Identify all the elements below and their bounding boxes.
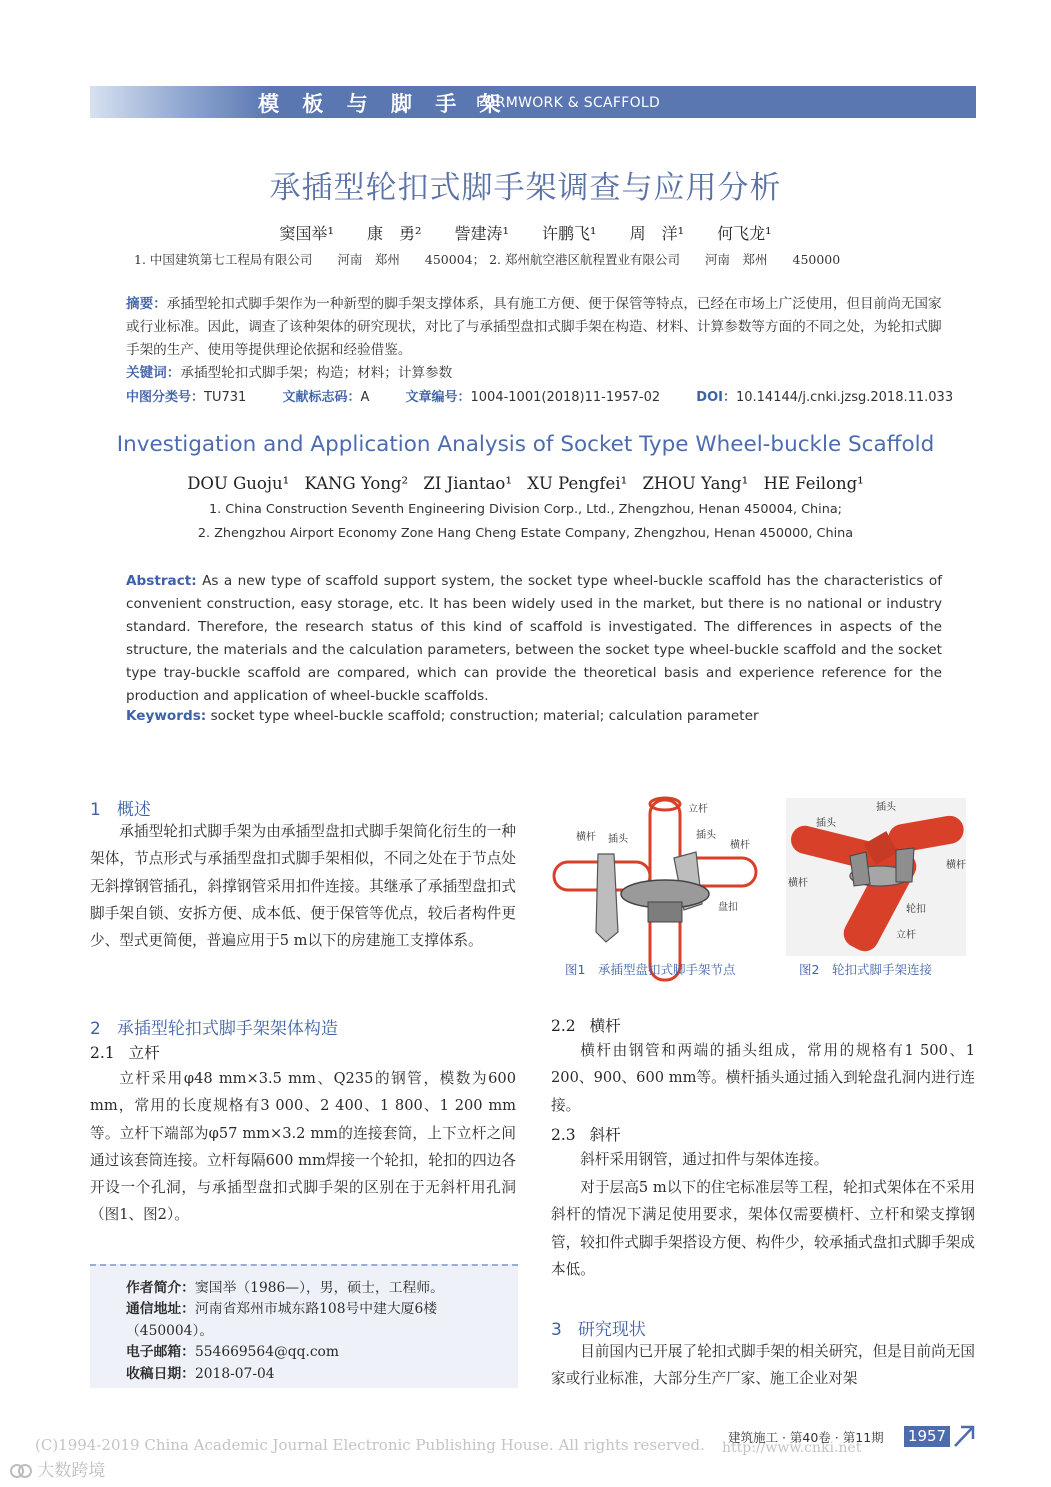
keywords-en-label: Keywords: [126, 708, 207, 724]
address-label: 通信地址： [126, 1301, 195, 1318]
fig1-label-plug2: 插头 [696, 830, 716, 841]
section-2-3-body-1: 斜杆采用钢管，通过扣件与架体连接。 [580, 1151, 829, 1168]
section-2-1-heading [90, 1041, 160, 1063]
abstract-cn-label: 摘要： [126, 296, 167, 312]
section-number: 3 [551, 1320, 562, 1340]
section-number: 2 [90, 1019, 101, 1039]
section-2-3-body-2: 对于层高5 m以下的住宅标准层等工程，轮扣式架体在不采用斜杆的情况下满足使用要求，架体仅需要横杆、立杆和梁支撑钢管，较扣件式脚手架搭设方便、构件少，较承插式盘扣式脚手架成本低。 [551, 1179, 975, 1278]
keywords-cn-label: 关键词： [126, 365, 181, 381]
fig2-drawing [786, 798, 966, 956]
author-en: KANG Yong² [304, 474, 409, 493]
author-cn: 周 洋¹ [629, 224, 684, 243]
keywords-en-text: socket type wheel-buckle scaffold; construction; material; calculation parameter [206, 708, 759, 724]
section-1-body: 承插型轮扣式脚手架为由承插型盘扣式脚手架简化衍生的一种架体，节点形式与承插型盘扣式脚手架相似，不同之处在于节点处无斜撑钢管插孔，斜撑钢管采用扣件连接。其继承了承插型盘扣式脚手架自锁、安拆方便、成本低、便于保管等优点，较后者构件更少、型式更简便，普遍应用于5 m以下的房建施工支撑体系。 [90, 823, 516, 950]
column-name-en: FORMWORK & SCAFFOLD [476, 95, 661, 111]
figure-1-illustration [550, 792, 976, 982]
clc-label: 中图分类号： [126, 390, 205, 405]
column-header-band [90, 86, 976, 118]
paper-title-en: Investigation and Application Analysis of Socket Type Wheel-buckle Scaffold [116, 432, 935, 457]
subsection-number: 2.2 [551, 1017, 576, 1035]
email-label: 电子邮箱： [126, 1344, 195, 1361]
fig2-label-wheel: 轮扣 [906, 904, 926, 915]
cnki-url[interactable]: http://www.cnki.net [722, 1440, 862, 1456]
section-title: 承插型轮扣式脚手架架体构造 [116, 1019, 338, 1039]
section-3-heading [551, 1315, 646, 1340]
subsection-title: 立杆 [128, 1044, 160, 1062]
fig2-label-bar-right: 横杆 [946, 860, 966, 871]
subsection-number: 2.3 [551, 1126, 576, 1144]
section-2-heading [90, 1014, 338, 1039]
section-2-2-heading [551, 1014, 621, 1036]
author-list-en [0, 474, 1051, 493]
doi-value[interactable]: 10.14144/j.cnki.jzsg.2018.11.033 [735, 390, 954, 405]
keywords-cn-text: 承插型轮扣式脚手架；构造；材料；计算参数 [180, 365, 453, 381]
affiliation-cn: 1. 中国建筑第七工程局有限公司 河南 郑州 450004； 2. 郑州航空港区航程置业有限公司 河南 郑州 450000 [134, 252, 841, 267]
doc-code-value: A [360, 390, 370, 405]
abstract-cn [126, 293, 942, 362]
author-en: ZI Jiantao¹ [423, 474, 512, 493]
figures-area [550, 792, 976, 982]
fig1-label-plug: 插头 [608, 834, 628, 845]
paper-title-cn: 承插型轮扣式脚手架调查与应用分析 [269, 170, 782, 206]
fig1-label-disk: 盘扣 [718, 902, 738, 913]
watermark-text: 大数跨境 [37, 1461, 106, 1481]
fig2-label-bar-left: 横杆 [788, 878, 808, 889]
section-2-2-body: 横杆由钢管和两端的插头组成，常用的规格有1 500、1 200、900、600 mm等。横杆插头通过插入到轮盘孔洞内进行连接。 [551, 1042, 975, 1114]
copyright-notice: (C)1994-2019 China Academic Journal Electronic Publishing House. All rights reserved. [35, 1436, 705, 1454]
fig1-label-pole: 立杆 [688, 804, 708, 815]
column-name-cn: 模 板 与 脚 手 架 [258, 92, 509, 116]
author-cn: 何飞龙¹ [717, 224, 772, 243]
doc-code-label: 文献标志码： [282, 390, 361, 405]
watermark-logo-icon [10, 1462, 32, 1480]
keywords-en [126, 708, 759, 724]
author-en: DOU Guoju¹ [187, 474, 290, 493]
fig1-label-bar2: 横杆 [730, 840, 750, 851]
address-postcode: （450004）。 [126, 1322, 214, 1339]
author-en: ZHOU Yang¹ [642, 474, 749, 493]
author-cn: 康 勇² [367, 224, 422, 243]
email[interactable]: 554669564@qq.com [194, 1344, 339, 1361]
classification-line [126, 386, 985, 405]
figure-1-caption: 图1 承插型盘扣式脚手架节点 [565, 962, 736, 977]
fig1-drawing [554, 798, 756, 980]
clc-value: TU731 [204, 390, 247, 405]
abstract-en-text: As a new type of scaffold support system, the socket type wheel-buckle scaffold has the characteristics of convenient construction, easy storage, etc. It has been widely used in the market, but there is no national or industry standard. Therefore, the research status of this kind of scaffold is investigated. The differences in aspects of the structure, the materials and the calculation parameters, between the socket type wheel-buckle scaffold and the socket type tray-buckle scaffold are compared, which can provide the theoretical basis and experience reference for the production and application of wheel-buckle scaffolds. [126, 573, 942, 704]
section-3-body: 目前国内已开展了轮扣式脚手架的相关研究，但是目前尚无国家或行业标准，大部分生产厂家、施工企业对架 [551, 1343, 975, 1388]
abstract-en-label: Abstract: [126, 573, 197, 589]
abstract-en [126, 570, 942, 708]
section-title: 研究现状 [577, 1320, 646, 1340]
section-2-3-heading [551, 1123, 621, 1145]
fig2-plug-left [850, 852, 870, 886]
fig2-label-plug-top: 插头 [876, 802, 896, 813]
doi-label: DOI： [696, 390, 736, 405]
fig1-label-bar: 横杆 [576, 832, 596, 843]
section-title: 概述 [116, 800, 151, 820]
fig2-plug-right [896, 848, 914, 882]
author-intro-label: 作者简介： [126, 1280, 195, 1296]
affiliation-en-1: 1. China Construction Seventh Engineering Division Corp., Ltd., Zhengzhou, Henan 450004, China; [208, 502, 842, 517]
article-no-label: 文章编号： [405, 390, 471, 405]
abstract-cn-text: 承插型轮扣式脚手架作为一种新型的脚手架支撑体系，具有施工方便、便于保管等特点，已经在市场上广泛使用，但目前尚无国家或行业标准。因此，调查了该种架体的研究现状，对比了与承插型盘扣式脚手架在构造、材料、计算参数等方面的不同之处，为轮扣式脚手架的生产、使用等提供理论依据和经验借鉴。 [126, 296, 942, 358]
received-date: 2018-07-04 [194, 1365, 275, 1382]
fig2-label-plug-mid: 插头 [816, 818, 836, 829]
received-date-label: 收稿日期： [126, 1365, 195, 1382]
page-number: 1957 [904, 1426, 950, 1447]
section-1-heading [90, 795, 151, 820]
fig1-plug-left [596, 854, 618, 942]
watermark [10, 1456, 105, 1481]
author-intro: 窦国举（1986—），男，硕士，工程师。 [194, 1280, 444, 1296]
journal-info: 建筑施工 · 第40卷 · 第11期 [728, 1430, 884, 1445]
article-no-value: 1004-1001(2018)11-1957-02 [470, 390, 661, 405]
address: 河南省郑州市城东路108号中建大厦6楼 [194, 1301, 438, 1318]
author-cn: 许鹏飞¹ [542, 224, 597, 243]
page-arrow-icon [952, 1424, 976, 1448]
affiliation-en-2: 2. Zhengzhou Airport Economy Zone Hang Cheng Estate Company, Zhengzhou, Henan 450000, China [197, 526, 854, 541]
keywords-cn [126, 362, 942, 385]
author-cn: 訾建涛¹ [454, 224, 509, 243]
author-list-cn [0, 221, 1051, 244]
header-gradient [90, 86, 270, 118]
subsection-title: 斜杆 [589, 1126, 621, 1144]
section-number: 1 [90, 800, 101, 820]
subsection-number: 2.1 [90, 1044, 115, 1062]
author-info-box [90, 1264, 518, 1388]
fig2-label-pole: 立杆 [896, 930, 916, 941]
author-en: HE Feilong¹ [763, 474, 864, 493]
figure-2-caption: 图2 轮扣式脚手架连接 [799, 962, 932, 977]
section-2-1-body: 立杆采用φ48 mm×3.5 mm、Q235的钢管，模数为600 mm，常用的长度规格有3 000、2 400、1 800、1 200 mm等。立杆下端部为φ57 mm×3.2 mm的连接套筒，上下立杆之间通过该套筒连接。立杆每隔600 mm焊接一个轮扣，轮扣的四边各开设一个孔洞，与承插型盘扣式脚手架的区别在于无斜杆用孔洞（图1、图2）。 [90, 1070, 516, 1224]
author-en: XU Pengfei¹ [527, 474, 628, 493]
subsection-title: 横杆 [589, 1017, 621, 1035]
fig1-disk-wedge [648, 902, 682, 922]
author-cn: 窦国举¹ [279, 224, 334, 243]
